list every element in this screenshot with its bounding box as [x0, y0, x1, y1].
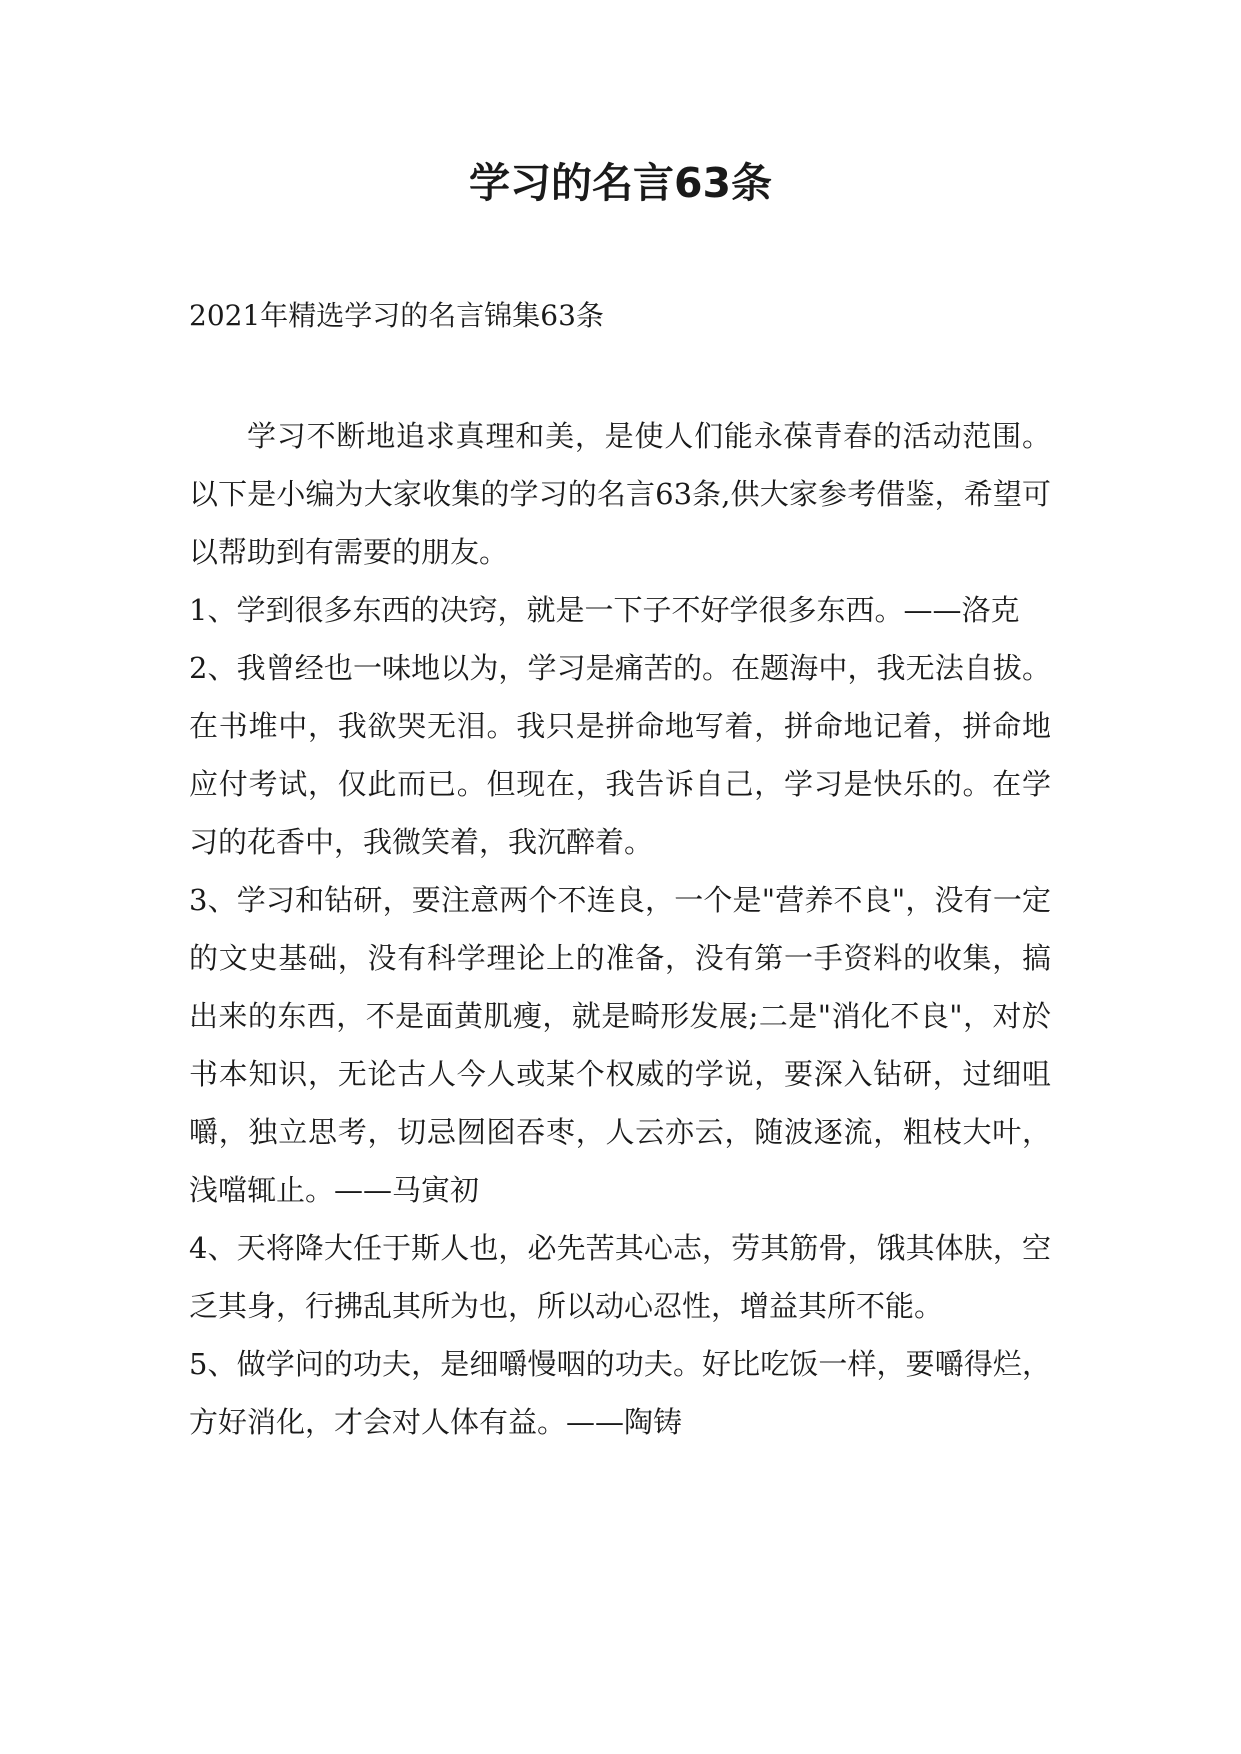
- document-subtitle: 2021年精选学习的名言锦集63条: [189, 299, 604, 332]
- quote-item: 2、我曾经也一味地以为，学习是痛苦的。在题海中，我无法自拔。在书堆中，我欲哭无泪。我只是拼命地写着，拼命地记着，拼命地应付考试，仅此而已。但现在，我告诉自己，学习是快乐的。在学习的花香中，我微笑着，我沉醉着。: [189, 651, 1051, 859]
- document-body: [189, 407, 1051, 1451]
- quote-item: 3、学习和钻研，要注意两个不连良，一个是"营养不良"，没有一定的文史基础，没有科学理论上的准备，没有第一手资料的收集，搞出来的东西，不是面黄肌瘦，就是畸形发展;二是"消化不良"，对於书本知识，无论古人今人或某个权威的学说，要深入钻研，过细咀嚼，独立思考，切忌囫囵吞枣，人云亦云，随波逐流，粗枝大叶，浅噹辄止。——马寅初: [189, 883, 1051, 1207]
- quote-item: 4、天将降大任于斯人也，必先苦其心志，劳其筋骨，饿其体肤，空乏其身，行拂乱其所为也，所以动心忍性，增益其所不能。: [189, 1231, 1051, 1323]
- quote-item: 1、学到很多东西的决窍，就是一下子不好学很多东西。——洛克: [189, 593, 1020, 627]
- quote-item: 5、做学问的功夫，是细嚼慢咽的功夫。好比吃饭一样，要嚼得烂，方好消化，才会对人体有益。——陶铸: [189, 1347, 1051, 1439]
- intro-paragraph: 学习不断地追求真理和美，是使人们能永葆青春的活动范围。以下是小编为大家收集的学习的名言63条,供大家参考借鉴，希望可以帮助到有需要的朋友。: [189, 419, 1051, 569]
- document-title: 学习的名言63条: [468, 159, 773, 207]
